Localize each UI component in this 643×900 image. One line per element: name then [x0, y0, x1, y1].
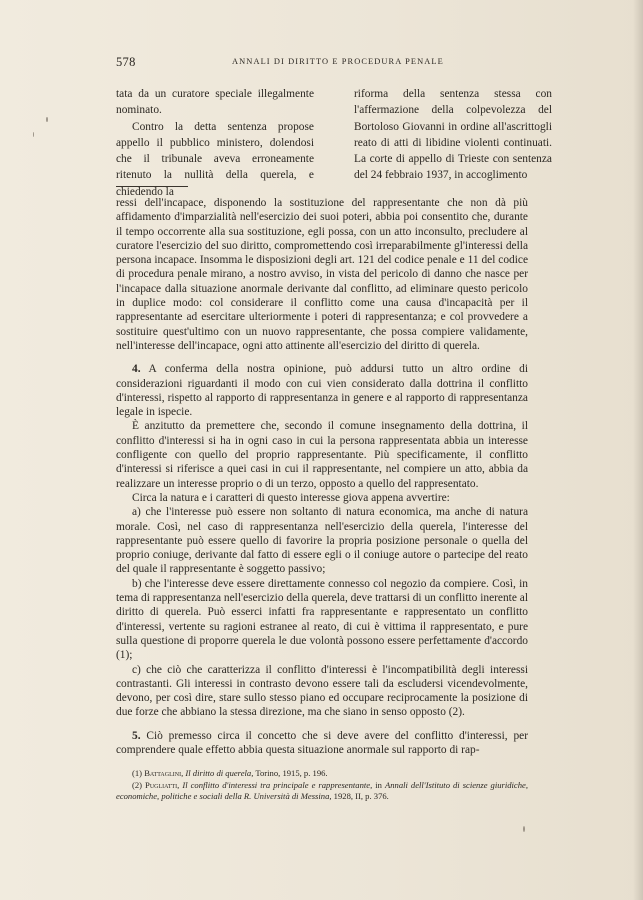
footnote-journal: Annali dell'Istituto di scienze giuridiche, economiche, politiche e sociali della R. Università di Messina,: [116, 779, 528, 802]
footnote-connector: in: [375, 779, 382, 790]
footnote-1: [116, 768, 528, 780]
footnote-2: [116, 780, 528, 803]
page-number: 578: [116, 55, 136, 69]
paragraph-text: A conferma della nostra opinione, può addursi tutto un altro ordine di considerazioni riguardanti il modo con cui vien considerato dalla dottrina il conflitto d'interessi, rispetto al rapporto di rappresentanza in genere e al rapporto di rappresentanza legale in ispecie.: [116, 363, 528, 419]
judgment-paragraph: tata da un curatore speciale illegalmente nominato.: [116, 88, 314, 117]
footnote-citation: Torino, 1915, p. 196.: [255, 768, 328, 778]
judgment-paragraph: riforma della sentenza stessa con l'affermazione della colpevolezza del Bortoloso Giovanni in ordine all'ascrittogli reato di atti di libidine violenti continuati. La corte di appello di Trieste con sentenza del 24 febbraio 1937, in accoglimento: [354, 88, 552, 182]
judgment-right-column: [354, 86, 552, 184]
judgment-paragraph: Contro la detta sentenza propose appello il pubblico ministero, dolendosi che il tribunale aveva erroneamente ritenuto la nullità della querela, e chiedendo la: [116, 120, 314, 198]
continuation-paragraph: ressi dell'incapace, disponendo la sostituzione del rappresentante che non dà più affidamento d'imparzialità nell'esercizio dei suoi poteri, abbia poi consentito che, durante il tempo occorrente alla sua sostituzione, egli possa, con un atto inconsulto, precludere al curatore l'esercizio del suo diritto, compromettendo così irreparabilmente gl'interessi della persona incapace. Insomma le disposizioni degli art. 121 del codice penale e 11 del codice di procedura penale mirano, a nostro avviso, in vista del pericolo di danno che nasce per l'incapace dalla situazione anormale derivante dal conflitto, ad eliminare questo pericolo in duplice modo: col considerare il conflitto come una causa d'incapacità per il rappresentante ad esercitare ulteriormente i poteri di rappresentanza; e col provvedere a sostituire quest'ultimo con un nuovo rappresentante, che possa compiere validamente, nell'interesse dell'incapace, ogni atto attinente all'esercizio del diritto di querela.: [116, 197, 528, 352]
page-header: [116, 55, 528, 69]
note-separator: [116, 186, 188, 187]
commentary-body: [116, 196, 528, 757]
body-paragraph: È anzitutto da premettere che, secondo il comune insegnamento della dottrina, il conflitto d'interessi si ha in ogni caso in cui la persona rappresentata abbia un interesse confligente con quello del proprio rappresentante. Più specificamente, il conflitto d'interessi si riferisce a quei casi in cui il rappresentante, nel compiere un atto, abbia da realizzare un interesse proprio o di un terzo, opposto a quello del rappresentato.: [116, 420, 528, 490]
section-number: 5.: [132, 729, 141, 742]
list-item-c: c) che ciò che caratterizza il conflitto d'interessi è l'incompatibilità degli interessi contrastanti. Gli interessi in contrasto devono essere tali da escludersi vicendevolmente, devono, per così dire, stare sullo stesso piano ed occupare reciprocamente la posizione di due forze che abbiano la stessa direzione, ma che siano in senso opposto (2).: [116, 663, 528, 719]
running-title: ANNALI DI DIRITTO E PROCEDURA PENALE: [232, 57, 444, 66]
section-5-intro: [116, 729, 528, 758]
paper-speck: [46, 117, 48, 122]
paragraph-text: Ciò premesso circa il concetto che si deve avere del conflitto d'interessi, per comprendere quale effetto abbia questa situazione anormale sul rapporto di rap-: [116, 729, 528, 756]
judgment-left-column: [116, 86, 314, 200]
footnote-author: Battaglini,: [144, 768, 184, 778]
list-item-a: a) che l'interesse può essere non soltanto di natura economica, ma anche di natura morale. Così, nel caso di rappresentanza nell'esercizio della querela, l'interesse del rappresentante può essere quello di favorire la propria posizione personale o quella del proprio coniuge, derivante dal fatto di essere egli o il coniuge autore o partecipe del reato del quale il rappresentante è soggetto passivo;: [116, 506, 528, 576]
footnote-citation: 1928, II, p. 376.: [333, 791, 389, 802]
footnote-author: Pugliatti,: [145, 779, 180, 790]
paper-speck: [33, 132, 34, 137]
footnote-title: Il diritto di querela,: [185, 768, 254, 778]
list-item-b: b) che l'interesse deve essere direttamente connesso col negozio da compiere. Così, in tema di rappresentanza nell'esercizio della querela, deve trattarsi di un conflitto inerente al diritto di querela. Può esserci infatti fra rappresentante e rappresentato un conflitto d'interessi, vertente su ragioni estranee al reato, di cui è vittima il rappresentato, e pure sulla questione di proporre querela le due volontà possono essere perfettamente d'accordo (1);: [116, 577, 528, 662]
footnote-title: Il conflitto d'interessi tra principale e rappresentante,: [182, 779, 373, 790]
section-number: 4.: [132, 363, 141, 376]
body-paragraph: Circa la natura e i caratteri di questo interesse giova appena avvertire:: [132, 491, 450, 504]
paper-speck: [523, 826, 525, 832]
section-4-intro: [116, 362, 528, 419]
footnote-marker: (1): [132, 768, 143, 778]
footnote-marker: (2): [132, 779, 143, 790]
footnotes: [116, 768, 528, 803]
page-edge-shadow: [633, 0, 643, 900]
